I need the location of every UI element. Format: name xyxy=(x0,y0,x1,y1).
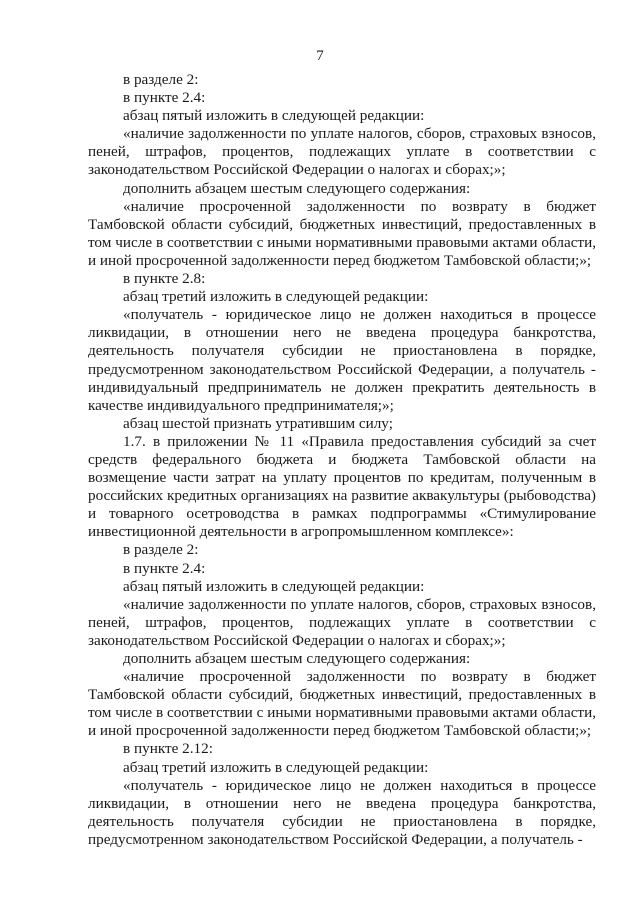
paragraph: в пункте 2.8: xyxy=(123,270,206,288)
paragraph: в разделе 2: xyxy=(123,541,199,559)
paragraph: в пункте 2.12: xyxy=(123,740,213,758)
paragraph: дополнить абзацем шестым следующего содержания: xyxy=(123,179,471,197)
paragraph: абзац третий изложить в следующей редакции: xyxy=(123,288,429,306)
paragraph: абзац шестой признать утратившим силу; xyxy=(123,414,393,432)
paragraph: «наличие просроченной задолженности по возврату в бюджет Тамбовской области субсидий, бюджетных инвестиций, предоставленных в том числе в соответствии с иными нормативными правовыми актами области, и иной просроченной задолженности перед бюджетом Тамбовской области;»; xyxy=(88,668,596,740)
paragraph: абзац пятый изложить в следующей редакции: xyxy=(123,577,425,595)
paragraph: в пункте 2.4: xyxy=(123,89,206,107)
paragraph: «наличие задолженности по уплате налогов, сборов, страховых взносов, пеней, штрафов, процентов, подлежащих уплате в соответствии с законодательством Российской Федерации о налогах и сборах;»; xyxy=(88,125,596,179)
paragraph: дополнить абзацем шестым следующего содержания: xyxy=(123,650,471,667)
paragraph: в пункте 2.4: xyxy=(123,559,206,577)
page-number: 7 xyxy=(316,48,324,64)
paragraph: «получатель - юридическое лицо не должен находиться в процессе ликвидации, в отношении него не введена процедура банкротства, деятельность получателя субсидии не приостановлена в порядке, предусмотренном законодательством Российской Федерации, а получатель - индивидуальный предприниматель не должен прекратить деятельность в качестве индивидуального предпринимателя;»; xyxy=(88,306,596,414)
document-body xyxy=(88,71,596,849)
paragraph: абзац третий изложить в следующей редакции: xyxy=(123,758,429,776)
paragraph: «наличие задолженности по уплате налогов, сборов, страховых взносов, пеней, штрафов, процентов, подлежащих уплате в соответствии с законодательством Российской Федерации о налогах и сборах;»; xyxy=(88,595,596,649)
paragraph: «наличие просроченной задолженности по возврату в бюджет Тамбовской области субсидий, бюджетных инвестиций, предоставленных в том числе в соответствии с иными нормативными правовыми актами области, и иной просроченной задолженности перед бюджетом Тамбовской области;»; xyxy=(88,197,596,269)
paragraph: 1.7. в приложении № 11 «Правила предоставления субсидий за счет средств федерального бюджета и бюджета Тамбовской области на возмещение части затрат на уплату процентов по кредитам, полученным в российских кредитных организациях на развитие аквакультуры (рыбоводства) и товарного осетроводства в рамках подпрограммы «Стимулирование инвестиционной деятельности в агропромышленном комплексе»: xyxy=(88,432,596,541)
paragraph: в разделе 2: xyxy=(123,71,199,88)
paragraph: абзац пятый изложить в следующей редакции: xyxy=(123,107,425,125)
paragraph: «получатель - юридическое лицо не должен находиться в процессе ликвидации, в отношении него не введена процедура банкротства, деятельность получателя субсидии не приостановлена в порядке, предусмотренном законодательством Российской Федерации, а получатель - xyxy=(88,776,596,848)
